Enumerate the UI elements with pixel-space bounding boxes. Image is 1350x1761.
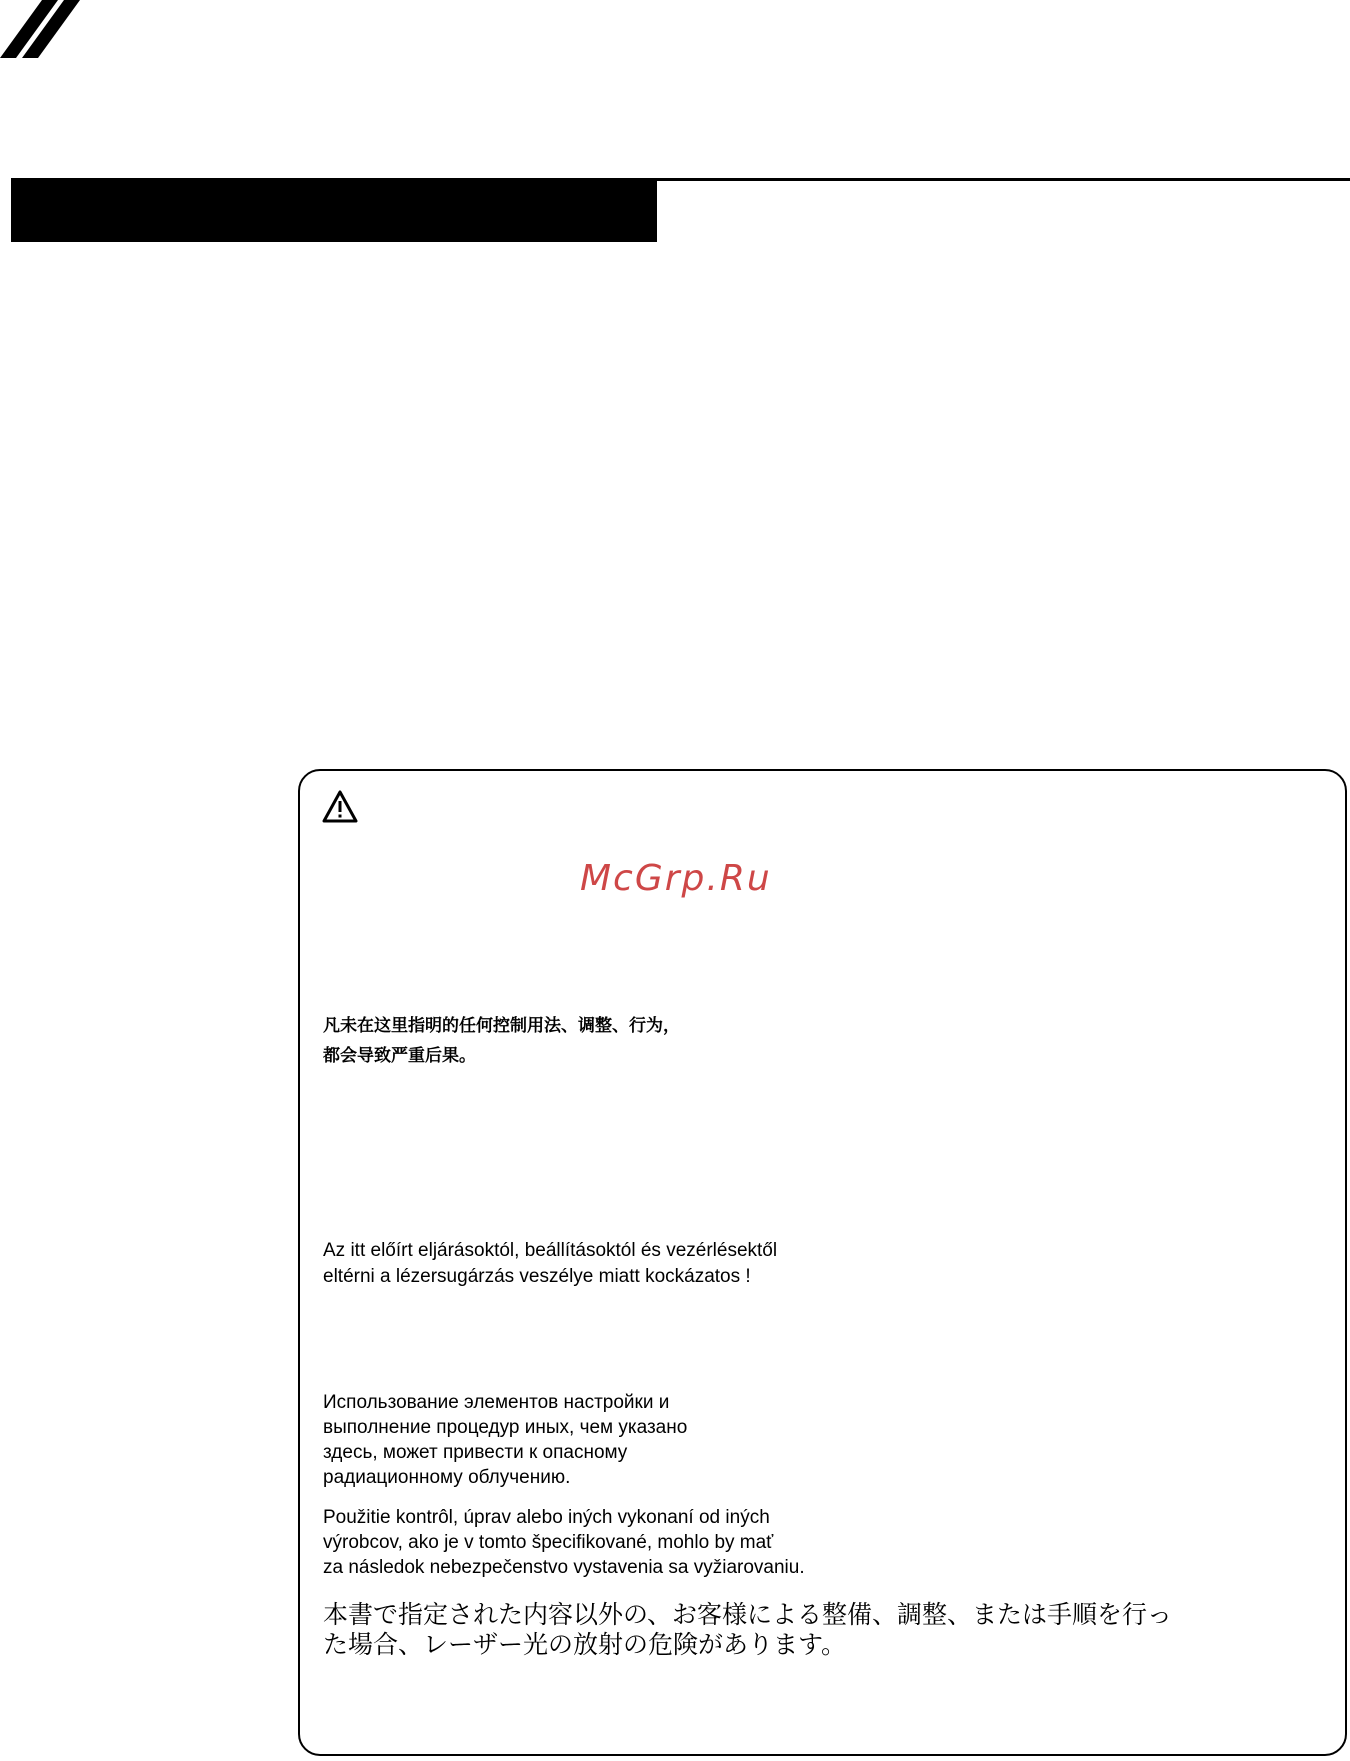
notice-chinese: 凡未在这里指明的任何控制用法、调整、行为， 都会导致严重后果。 (323, 1016, 680, 1066)
warning-triangle-icon (322, 790, 358, 824)
notice-japanese: 本書で指定された内容以外の、お客様による整備、調整、または手順を行っ た場合、レーザー光の放射の危険があります。 (323, 1600, 1173, 1659)
watermark: McGrp.Ru (580, 858, 772, 899)
section-header-rule (657, 178, 1350, 181)
double-slash-logo (0, 0, 80, 60)
notice-hungarian: Az itt előírt eljárásoktól, beállításoktól és vezérlésektől eltérni a lézersugárzás veszélye miatt kockázatos ! (323, 1240, 778, 1287)
notice-slovak: Použitie kontrôl, úprav alebo iných vykonaní od iných výrobcov, ako je v tomto špecifikované, mohlo by mať za následok nebezpečenstvo vystavenia sa vyžiarovaniu. (323, 1507, 805, 1578)
notice-russian: Использование элементов настройки и выполнение процедур иных, чем указано здесь, может привести к опасному радиационному облучению. (323, 1392, 688, 1488)
section-header-bar (11, 178, 657, 242)
